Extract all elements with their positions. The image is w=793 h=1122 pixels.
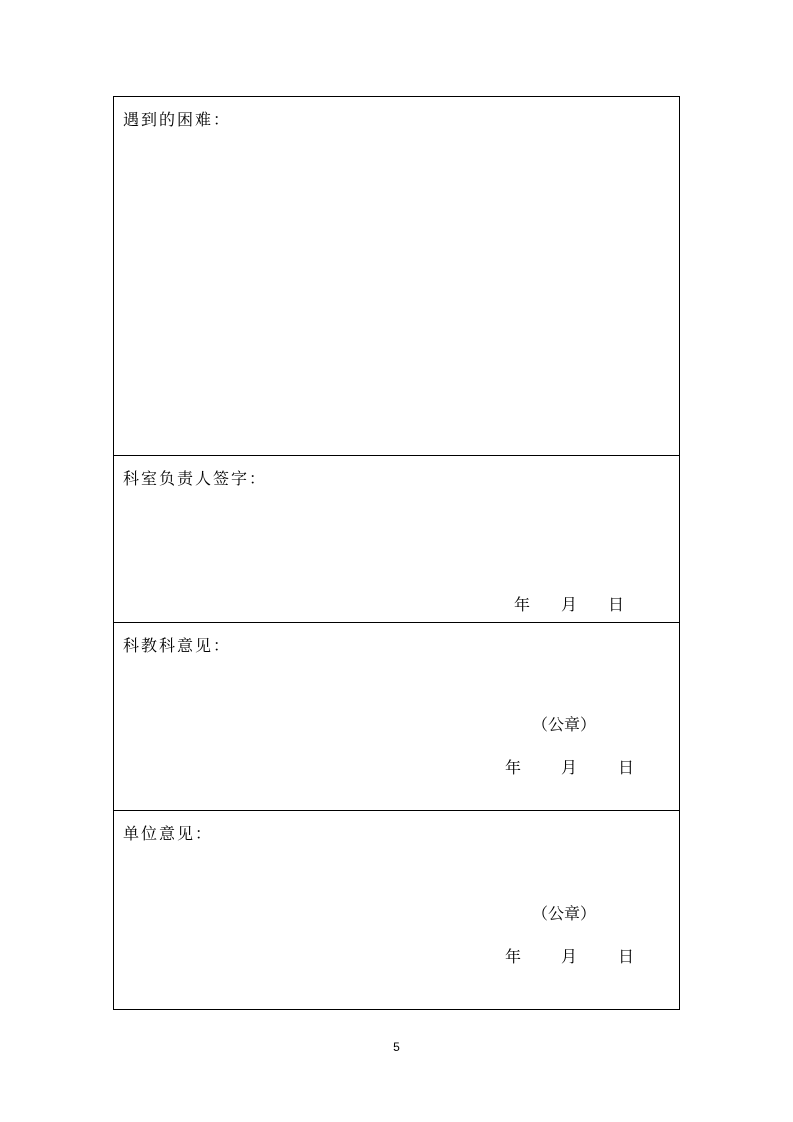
official-seal-label: （公章） [532, 904, 597, 923]
date-day-label: 日 [608, 595, 625, 614]
date-month-label: 月 [561, 758, 578, 777]
unit-opinion-label: 单位意见： [123, 824, 214, 843]
date-year-label: 年 [505, 947, 522, 966]
department-head-signature-label: 科室负责人签字： [123, 469, 268, 488]
opinion-form-table [113, 96, 680, 1010]
education-office-opinion-label: 科教科意见： [123, 636, 232, 655]
difficulties-label: 遇到的困难： [123, 110, 232, 129]
date-day-label: 日 [618, 758, 635, 777]
difficulties-section [114, 97, 679, 455]
education-office-section [114, 622, 679, 810]
date-month-label: 月 [561, 947, 578, 966]
date-year-label: 年 [505, 758, 522, 777]
date-day-label: 日 [618, 947, 635, 966]
department-head-section [114, 455, 679, 622]
official-seal-label: （公章） [532, 715, 597, 734]
page-number: 5 [393, 1040, 400, 1054]
date-year-label: 年 [514, 595, 531, 614]
date-month-label: 月 [561, 595, 578, 614]
unit-opinion-section [114, 810, 679, 1011]
